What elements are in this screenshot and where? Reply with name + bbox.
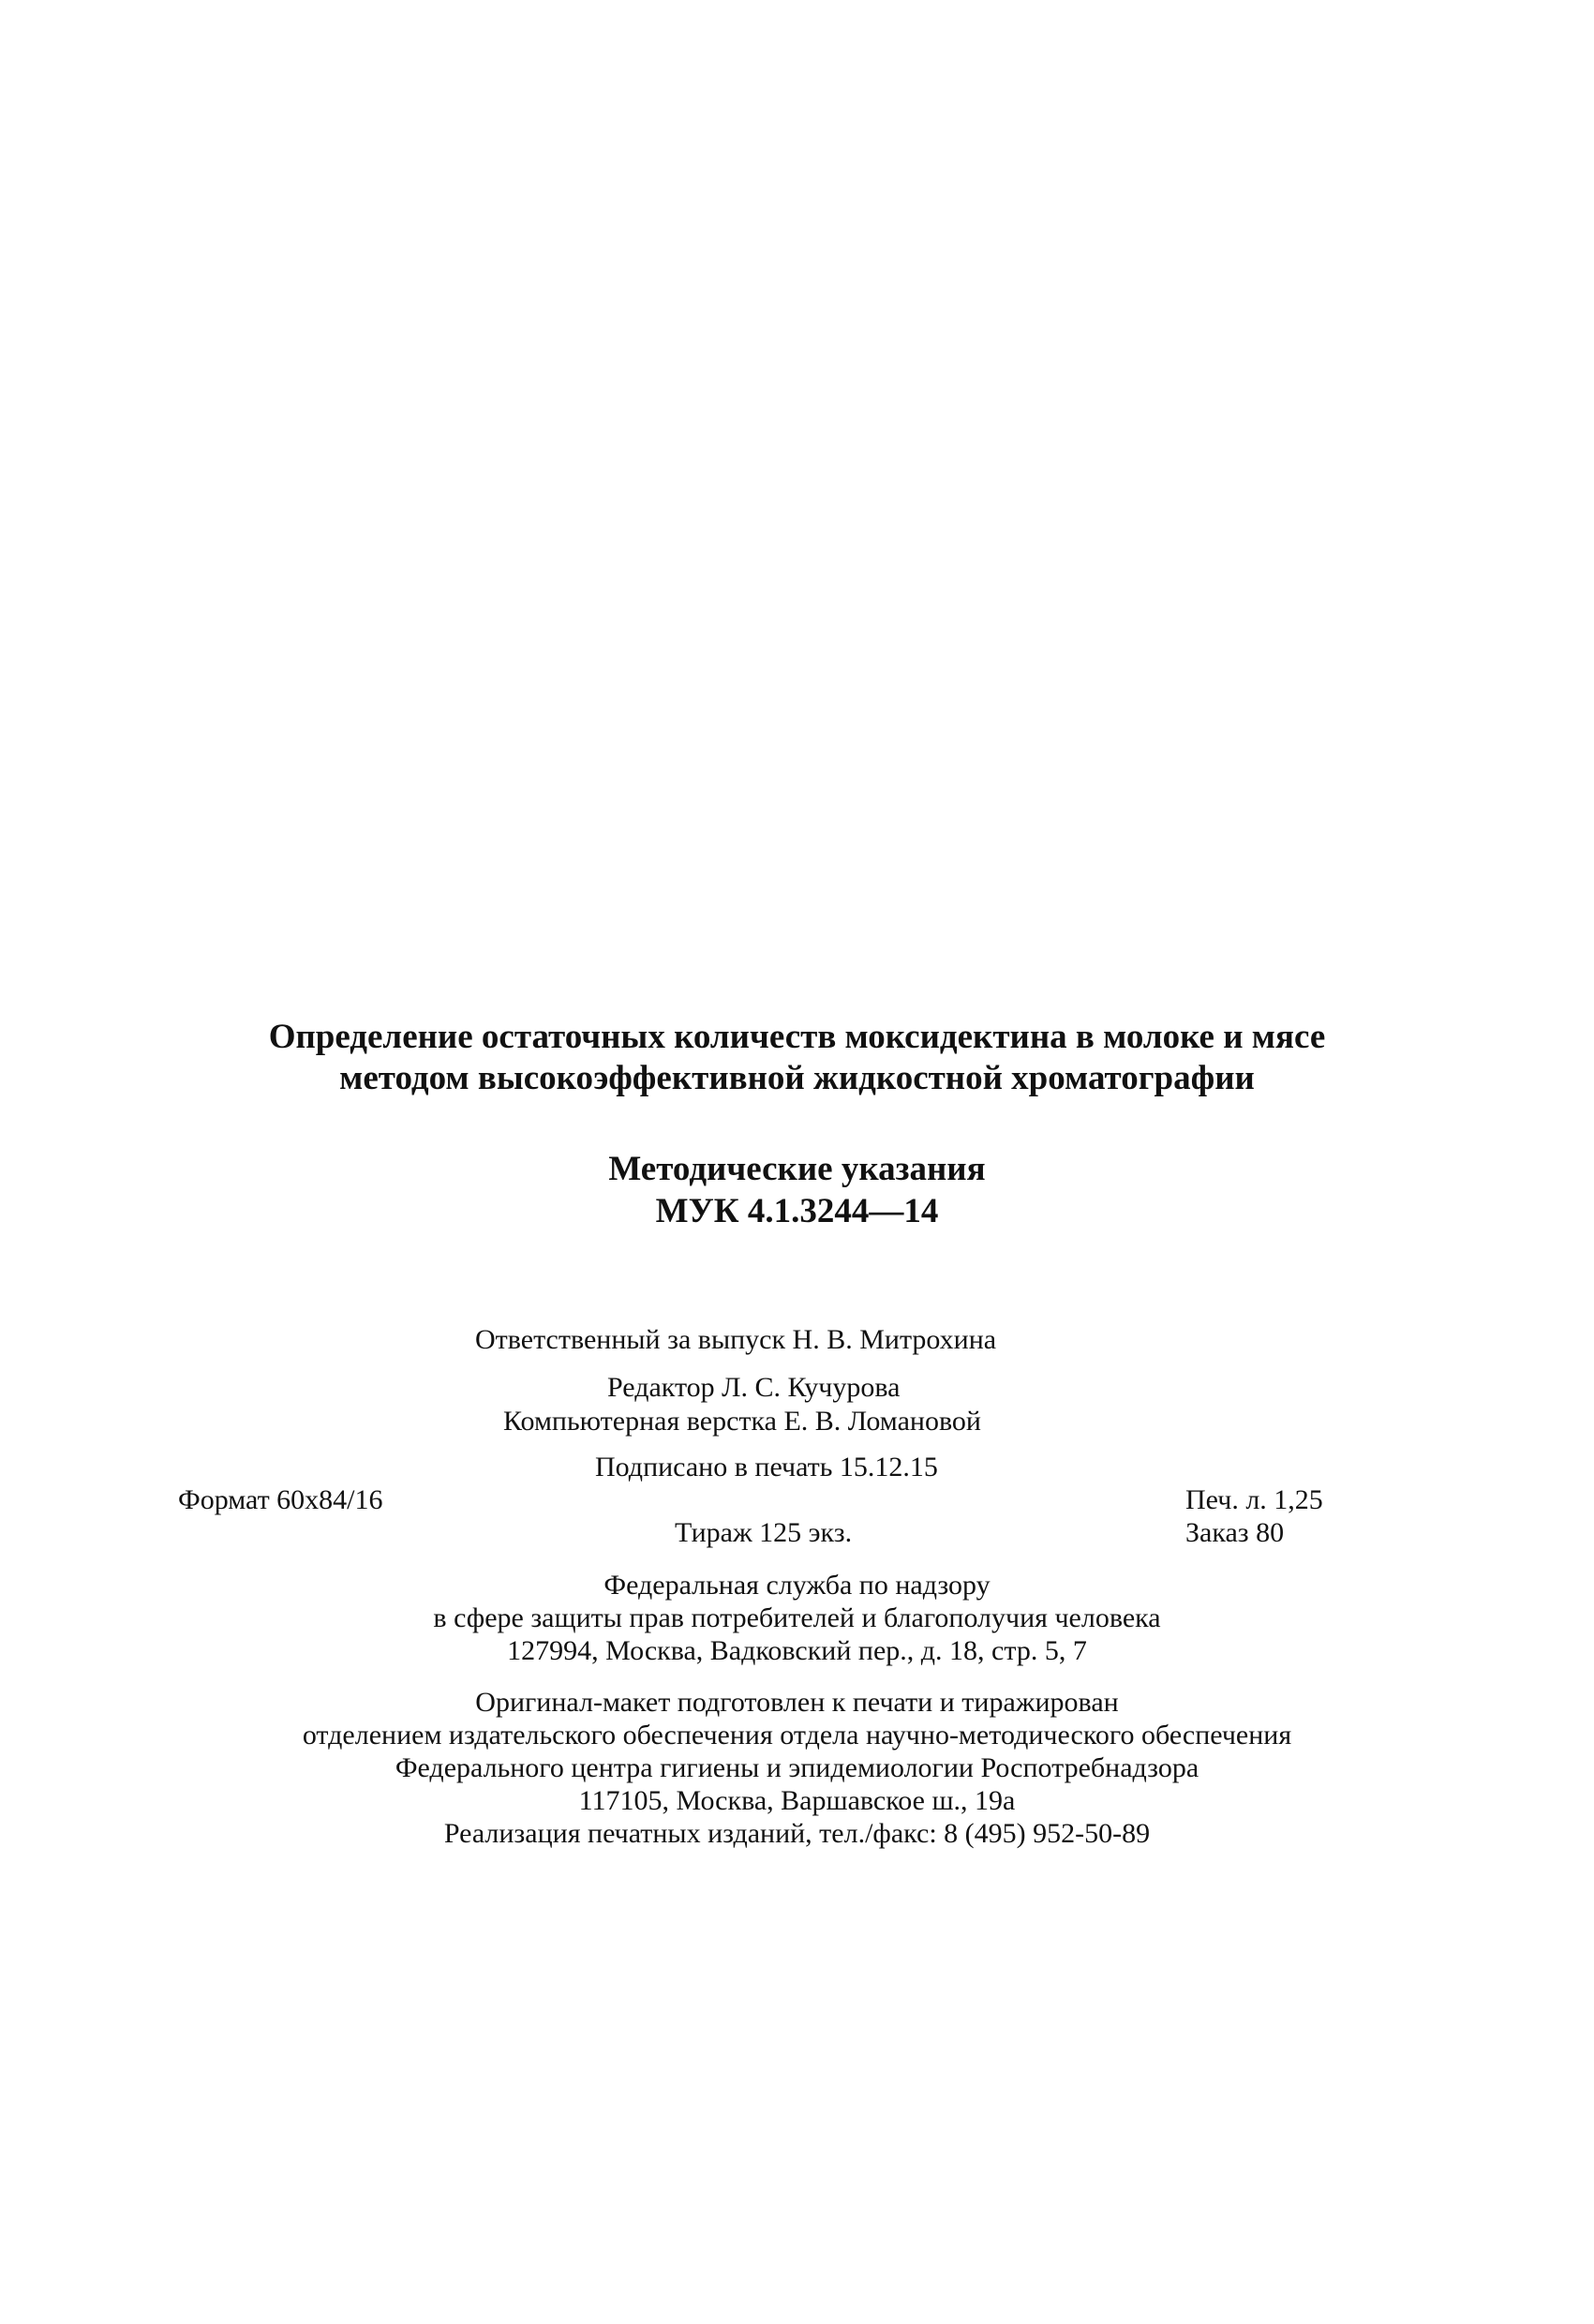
title-line-2: методом высокоэффективной жидкостной хроматографии	[339, 1059, 1255, 1097]
publisher-address: 127994, Москва, Вадковский пер., д. 18, стр. 5, 7	[507, 1635, 1087, 1666]
document-code: МУК 4.1.3244—14	[655, 1192, 939, 1230]
signed-for-print: Подписано в печать 15.12.15	[595, 1452, 938, 1482]
editor: Редактор Л. С. Кучурова	[607, 1372, 901, 1403]
publisher-line-2: в сфере защиты прав потребителей и благополучия человека	[433, 1602, 1161, 1633]
printer-line-2: отделением издательского обеспечения отдела научно-методического обеспечения	[302, 1720, 1292, 1750]
order-number: Заказ 80	[1185, 1517, 1285, 1548]
printer-line-1: Оригинал-макет подготовлен к печати и тиражирован	[475, 1687, 1119, 1718]
printed-sheets: Печ. л. 1,25	[1185, 1484, 1323, 1515]
printer-line-3: Федерального центра гигиены и эпидемиологии Роспотребнадзора	[395, 1752, 1199, 1783]
sales-contact: Реализация печатных изданий, тел./факс: 8 (495) 952-50-89	[443, 1818, 1151, 1849]
paper-format: Формат 60x84/16	[178, 1484, 383, 1515]
printer-address: 117105, Москва, Варшавское ш., 19а	[578, 1785, 1016, 1816]
title-line-1: Определение остаточных количеств моксидектина в молоке и мясе	[268, 1018, 1326, 1056]
responsible-person: Ответственный за выпуск Н. В. Митрохина	[475, 1324, 997, 1355]
subtitle-line-1: Методические указания	[608, 1150, 986, 1188]
circulation: Тираж 125 экз.	[675, 1517, 853, 1548]
document-title	[141, 1017, 1453, 1099]
document-subtitle	[141, 1148, 1453, 1232]
publisher-line-1: Федеральная служба по надзору	[603, 1570, 991, 1601]
layout-designer: Компьютерная верстка Е. В. Ломановой	[503, 1406, 981, 1437]
